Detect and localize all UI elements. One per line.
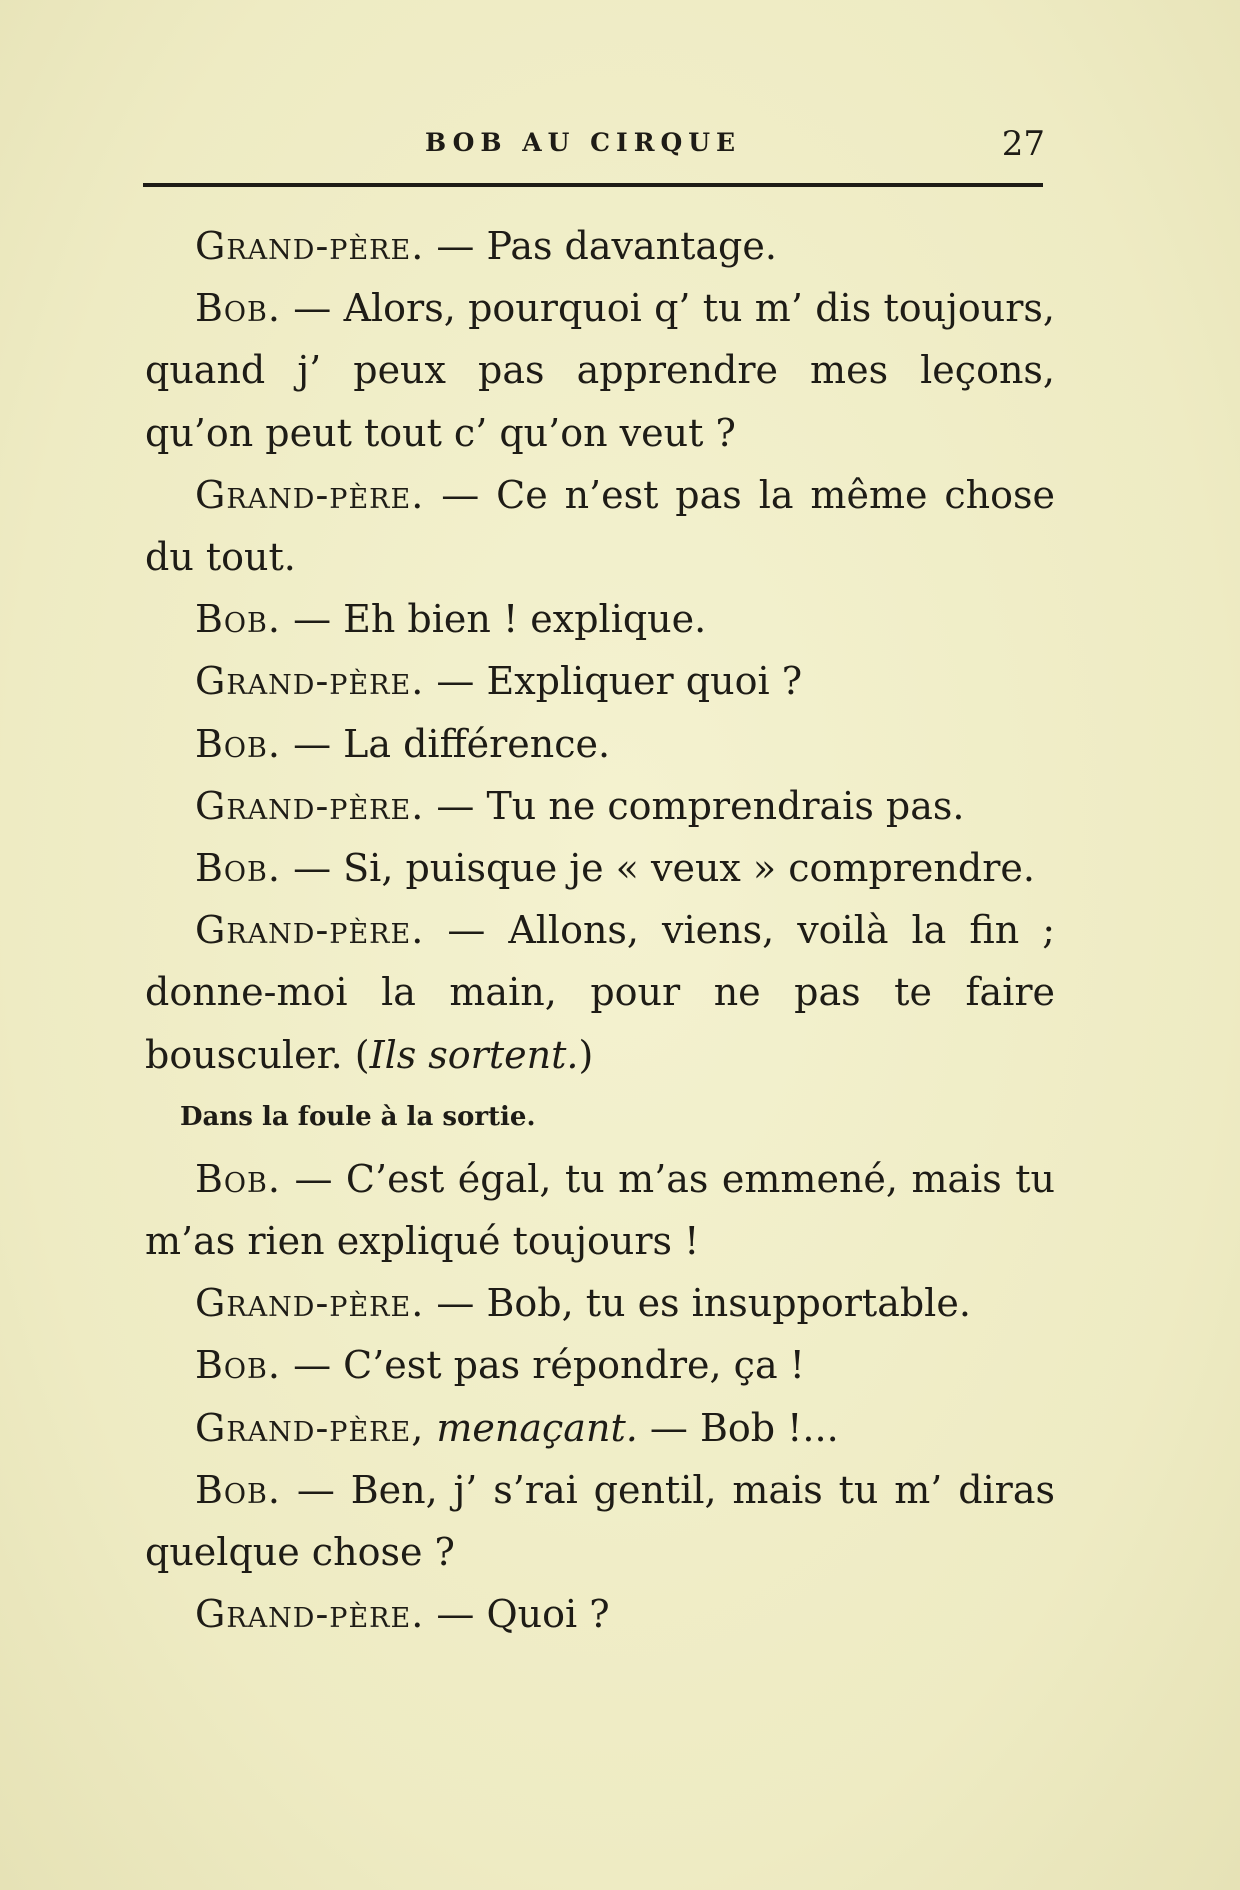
page-number: 27 — [1001, 124, 1045, 164]
dialogue-line — [145, 837, 1055, 899]
line-text: — Eh bien ! explique. — [280, 597, 707, 642]
line-text: — Si, puisque je « veux » comprendre. — [280, 846, 1035, 891]
speaker-name: Bob. — [195, 597, 281, 642]
line-text: — C’est pas répondre, ça ! — [280, 1343, 805, 1388]
line-text: — La différence. — [280, 721, 611, 766]
dialogue-line — [145, 650, 1055, 712]
line-text: — Pas davantage. — [424, 224, 777, 268]
line-text: — Expliquer quoi ? — [424, 659, 803, 704]
line-text: — Ben, j’ s’rai gentil, mais tu m’ diras quelque chose ? — [145, 1467, 1055, 1575]
line-text-end: ) — [578, 1032, 594, 1077]
speaker-name: Grand-père. — [195, 659, 425, 704]
speaker-name: Grand-père. — [195, 1281, 425, 1326]
line-text: — Quoi ? — [424, 1592, 610, 1637]
line-text: — C’est égal, tu m’as emmené, mais tu m’as rien expliqué toujours ! — [145, 1156, 1055, 1264]
speaker-name: Grand-père. — [195, 472, 425, 517]
stage-direction: menaçant. — [424, 1405, 638, 1450]
speaker-name: Bob. — [195, 1343, 281, 1388]
dialogue-line — [145, 277, 1055, 464]
speaker-name: Grand-père, — [195, 1405, 425, 1450]
dialogue-line — [145, 464, 1055, 588]
speaker-name: Grand-père. — [195, 783, 425, 828]
dialogue-line — [145, 1334, 1055, 1396]
speaker-name: Bob. — [195, 286, 281, 331]
speaker-name: Bob. — [195, 846, 281, 891]
line-text: — Bob, tu es insupportable. — [424, 1281, 971, 1326]
running-head: BOB AU CIRQUE — [425, 128, 742, 157]
body-text — [145, 215, 1055, 1645]
dialogue-line — [145, 775, 1055, 837]
dialogue-line — [145, 1272, 1055, 1334]
dialogue-line — [145, 588, 1055, 650]
dialogue-line — [145, 713, 1055, 775]
dialogue-line — [145, 1583, 1055, 1645]
dialogue-line — [145, 1459, 1055, 1583]
page-header — [145, 124, 1045, 168]
line-text: — Tu ne comprendrais pas. — [424, 783, 965, 828]
speaker-name: Grand-père. — [195, 1592, 425, 1637]
line-text: — Ce n’est pas la même chose du tout. — [145, 472, 1055, 580]
dialogue-line — [145, 899, 1055, 1086]
speaker-name: Grand-père. — [195, 224, 425, 268]
dialogue-line — [145, 1148, 1055, 1272]
dialogue-line — [145, 1397, 1055, 1459]
speaker-name: Bob. — [195, 721, 281, 766]
stage-direction: Ils sortent. — [369, 1032, 579, 1077]
line-text: — Alors, pourquoi q’ tu m’ dis toujours, quand j’ peux pas apprendre mes leçons, qu’on peut tout c’ qu’on veut ? — [145, 286, 1055, 455]
speaker-name: Grand-père. — [195, 908, 425, 953]
scene-direction: Dans la foule à la sortie. — [180, 1101, 536, 1132]
line-text: — Allons, viens, voilà la fin ; donne-moi la main, pour ne pas te faire bousculer. ( — [145, 908, 1055, 1077]
speaker-name: Bob. — [195, 1156, 281, 1201]
line-text: — Bob !... — [637, 1405, 839, 1450]
speaker-name: Bob. — [195, 1467, 281, 1512]
dialogue-line — [145, 215, 1055, 277]
header-rule — [143, 183, 1043, 187]
